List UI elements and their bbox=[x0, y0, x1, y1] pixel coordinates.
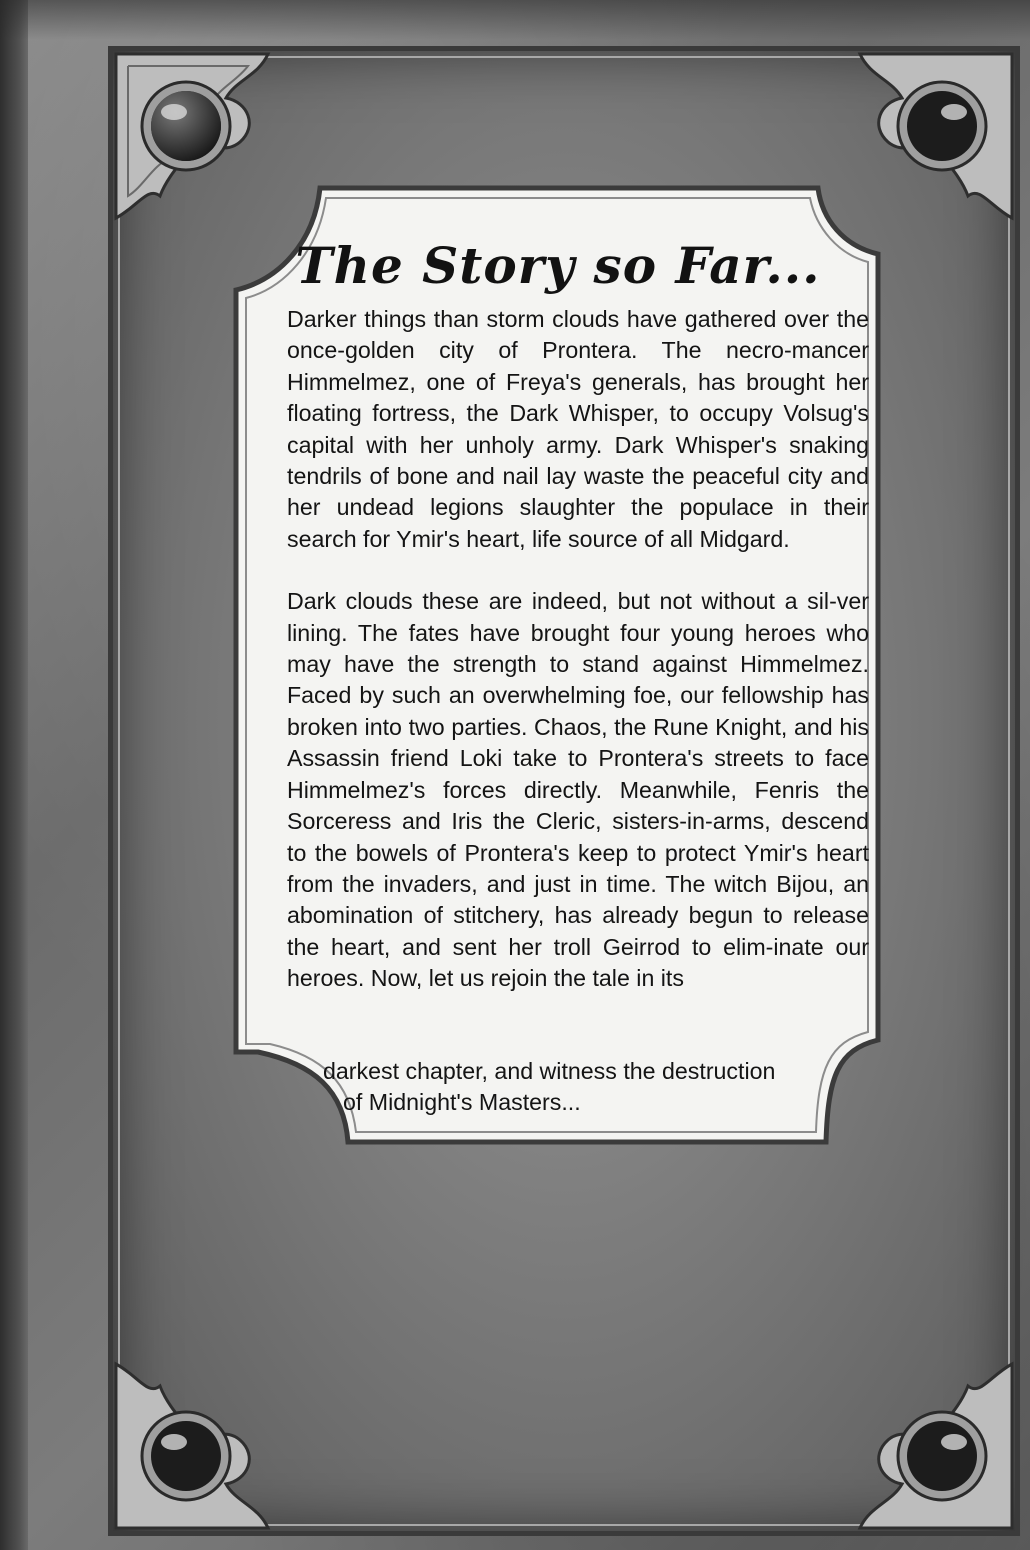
closing-line-2: of Midnight's Masters... bbox=[343, 1089, 581, 1116]
paragraph-1: Darker things than storm clouds have gathered over the once-golden city of Prontera. The necro-mancer Himmelmez, one of Freya's generals, has brought her floating fortress, the Dark Whisper, to occupy Volsug's capital with her unholy army. Dark Whisper's snaking tendrils of bone and nail lay waste the peaceful city and her undead legions slaughter the populace in their search for Ymir's heart, life source of all Midgard. bbox=[287, 306, 869, 552]
story-body bbox=[287, 304, 869, 995]
binding-edge bbox=[0, 0, 28, 1550]
corner-gem-ornament-icon bbox=[108, 1356, 288, 1536]
closing-line-1: darkest chapter, and witness the destruction bbox=[323, 1058, 776, 1084]
page-title: The Story so Far... bbox=[295, 236, 821, 295]
closing-lines bbox=[287, 1056, 869, 1119]
paragraph-2: Dark clouds these are indeed, but not without a sil-ver lining. The fates have brought four young heroes who may have the strength to stand against Himmelmez. Faced by such an overwhelming foe, our fellowship has broken into two parties. Chaos, the Rune Knight, and his Assassin friend Loki take to Prontera's streets to face Himmelmez's forces directly. Meanwhile, Fenris the Sorceress and Iris the Cleric, sisters-in-arms, descend to the bowels of Prontera's keep to protect Ymir's heart from the invaders, and just in time. The witch Bijou, an abomination of stitchery, has already begun to release the heart, and sent her troll Geirrod to elim-inate our heroes. Now, let us rejoin the tale in its bbox=[287, 588, 869, 992]
corner-gem-ornament-icon bbox=[840, 1356, 1020, 1536]
top-shadow bbox=[0, 0, 1030, 40]
